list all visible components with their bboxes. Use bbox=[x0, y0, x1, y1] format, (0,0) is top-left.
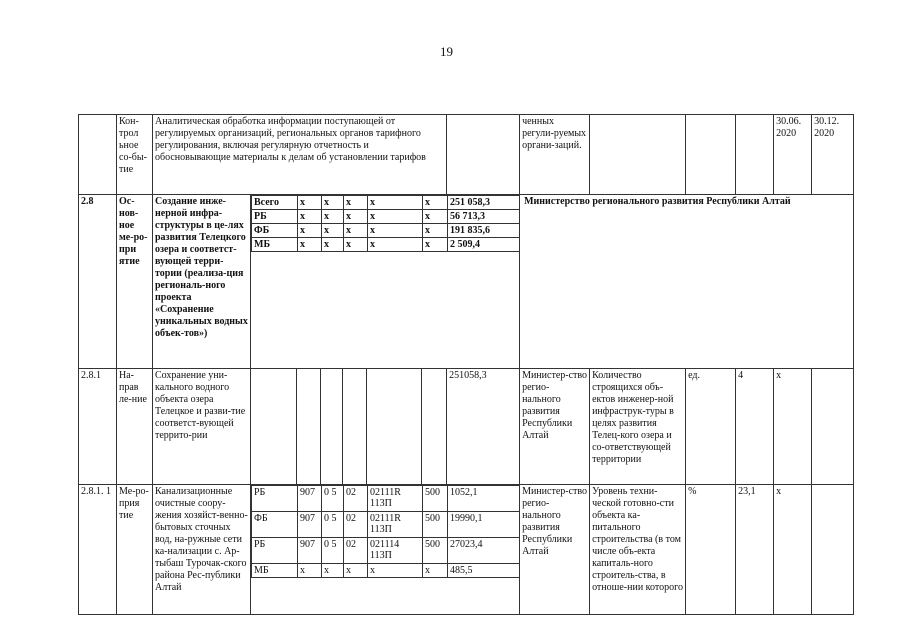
row-unit: % bbox=[686, 485, 736, 615]
date-end: 30.12. 2020 bbox=[812, 115, 854, 195]
finance-row: ФБ 907 0 5 02 02111R 113П 500 19990,1 bbox=[252, 512, 520, 538]
row-indicator: Количество строящихся объ-ектов инженер-ной инфраструк-туры в целях развития Телец-кого озера и со-ответствующей территории bbox=[590, 369, 686, 485]
row-indicator: Уровень техни-ческой готовно-сти объекта ка-питального строительства (в том числе объ-екта капиталь-ного строитель-ства, в отноше-нии которого bbox=[590, 485, 686, 615]
row-type: Кон-трол ьное со-бы-тие bbox=[117, 115, 153, 195]
row-executor: Министер-ство регио-нального развития Республики Алтай bbox=[520, 369, 590, 485]
row-unit: ед. bbox=[686, 369, 736, 485]
row-x: х bbox=[774, 485, 812, 615]
table-row bbox=[79, 485, 854, 615]
finance-row: ФБ х х х х х 191 835,6 bbox=[252, 224, 520, 238]
row-executor: Министерство регионального развития Республики Алтай bbox=[520, 195, 854, 369]
row-type: Ме-ро-прия тие bbox=[117, 485, 153, 615]
finance-table bbox=[251, 485, 520, 578]
row-result: ченных регули-руемых органи-заций. bbox=[520, 115, 590, 195]
table-row bbox=[79, 115, 854, 195]
row-value: 4 bbox=[736, 369, 774, 485]
finance-block bbox=[251, 195, 520, 369]
row-num: 2.8.1. 1 bbox=[79, 485, 117, 615]
finance-block bbox=[251, 485, 520, 615]
row-name: Канализационные очистные соору-жения хозяйст-венно-бытовых сточных вод, на-ружные сети ка-нализации с. Ар-тыбаш Турочак-ского района Рес-публики Алтай bbox=[153, 485, 251, 615]
finance-table bbox=[251, 195, 520, 252]
row-description: Аналитическая обработка информации поступающей от регулируемых организаций, региональных органов тарифного регулирования, включая регулярную отчетность и обосновывающие материалы к делам об установлении тарифов bbox=[153, 115, 447, 195]
program-table bbox=[78, 114, 854, 615]
row-type: Ос-нов-ное ме-ро-при ятие bbox=[117, 195, 153, 369]
finance-row: Всего х х х х х 251 058,3 bbox=[252, 196, 520, 210]
row-value: 23,1 bbox=[736, 485, 774, 615]
row-num: 2.8 bbox=[79, 195, 117, 369]
row-name: Создание инже-нерной инфра-структуры в це-лях развития Телецкого озера и соответст-вующей терри-тории (реализа-ция региональ-ного проекта «Сохранение уникальных водных объек-тов») bbox=[153, 195, 251, 369]
date-start: 30.06. 2020 bbox=[774, 115, 812, 195]
finance-row: МБ х х х х х 485,5 bbox=[252, 564, 520, 578]
row-sum: 251058,3 bbox=[447, 369, 520, 485]
finance-row: МБ х х х х х 2 509,4 bbox=[252, 238, 520, 252]
row-executor: Министер-ство регио-нального развития Республики Алтай bbox=[520, 485, 590, 615]
row-x: х bbox=[774, 369, 812, 485]
finance-row: РБ х х х х х 56 713,3 bbox=[252, 210, 520, 224]
page-number: 19 bbox=[440, 44, 453, 59]
table-row bbox=[79, 369, 854, 485]
finance-row: РБ 907 0 5 02 021114 113П 500 27023,4 bbox=[252, 538, 520, 564]
row-num: 2.8.1 bbox=[79, 369, 117, 485]
row-name: Сохранение уни-кального водного объекта озера Телецкое и разви-тие соответст-вующей террито-рии bbox=[153, 369, 251, 485]
row-type: На-прав ле-ние bbox=[117, 369, 153, 485]
table-row bbox=[79, 195, 854, 369]
row-num bbox=[79, 115, 117, 195]
finance-row: РБ 907 0 5 02 02111R 113П 500 1052,1 bbox=[252, 486, 520, 512]
